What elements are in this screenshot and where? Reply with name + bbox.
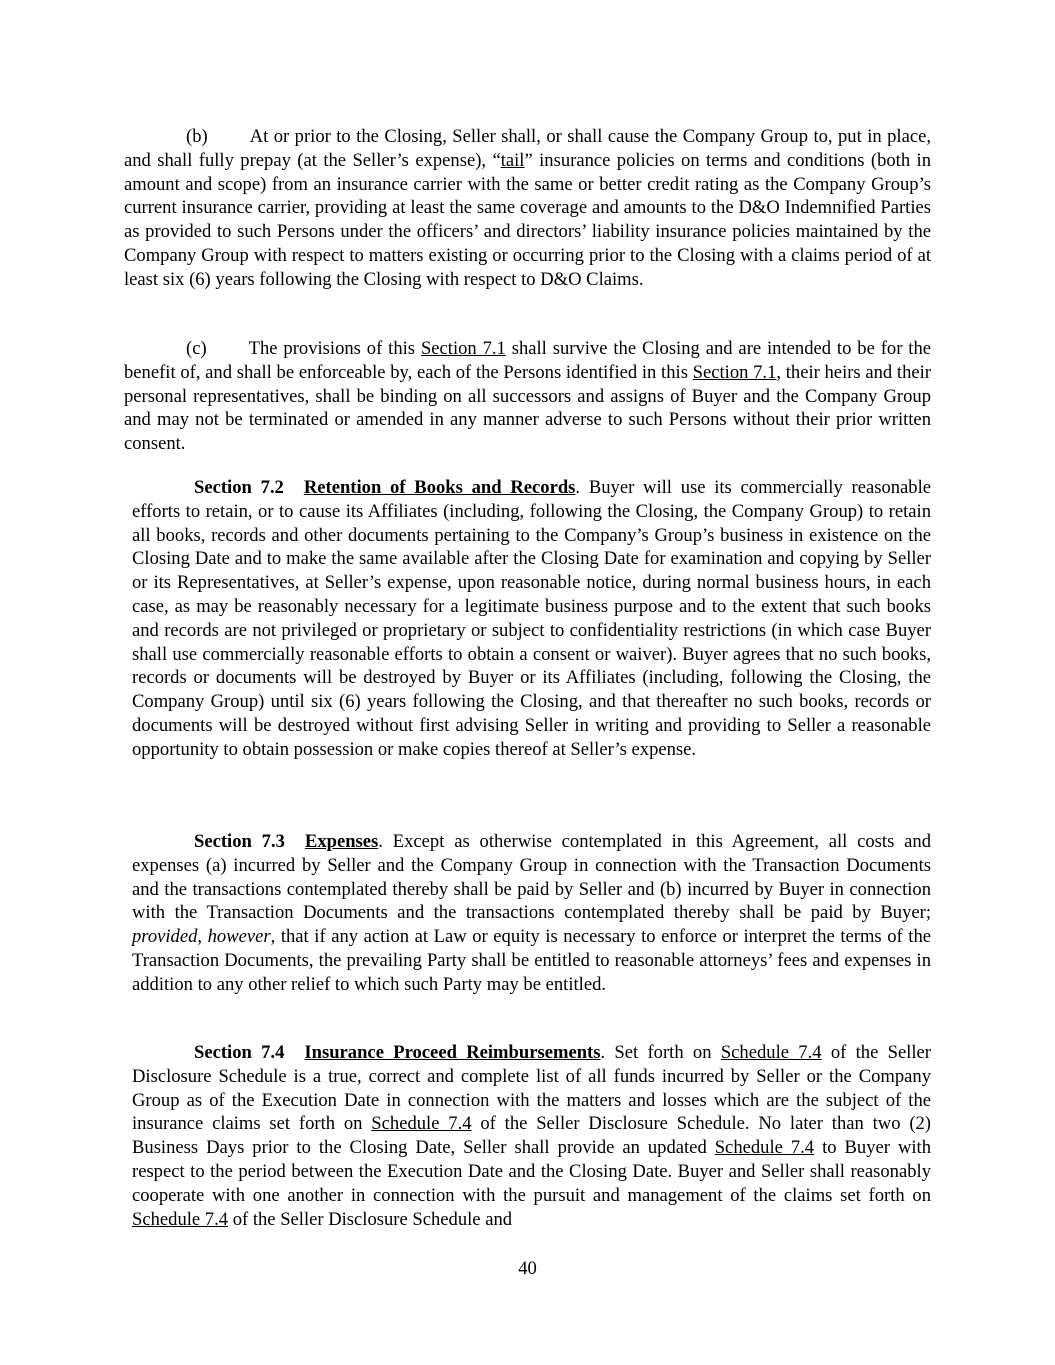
section-7-3-number: Section 7.3 xyxy=(194,831,285,852)
section-7-2 xyxy=(132,476,931,762)
paragraph-c-label: (c) xyxy=(186,338,207,359)
tail-term: tail xyxy=(500,149,525,171)
section-7-4-title: Insurance Proceed Reimbursements xyxy=(304,1042,601,1063)
section-7-3-title: Expenses xyxy=(304,831,379,852)
section-7-3-text-2: , that if any action at Law or equity is necessary to enforce or interpret the terms of the Transaction Documents, the prevailing Party shall be entitled to reasonable attorneys’ fees and expenses in addition to any other relief to which such Party may be entitled. xyxy=(132,926,932,995)
paragraph-c-text-2: shall survive the Closing and are intended to be for the benefit of, and shall be enforceable by, each of the Persons identified in this xyxy=(124,338,931,383)
paragraph-b xyxy=(124,125,931,292)
paragraph-b-text-2: ” insurance policies on terms and conditions (both in amount and scope) from an insurance carrier with the same or better credit rating as the Company Group’s current insurance carrier, providing at least the same coverage and amounts to the D&O Indemnified Parties as provided to such Persons under the officers’ and directors’ liability insurance policies maintained by the Company Group with respect to matters existing or occurring prior to the Closing with a claims period of at least six (6) years following the Closing with respect to D&O Claims. xyxy=(124,149,931,290)
section-7-4-text-2: of the Seller Disclosure Schedule is a true, correct and complete list of all funds incurred by Seller or the Company Group as of the Execution Date in connection with the matters and losses which are the subject of the insurance claims set forth on xyxy=(132,1042,931,1135)
section-7-3 xyxy=(132,830,931,997)
schedule-7-4-reference: Schedule 7.4 xyxy=(132,1208,229,1230)
section-7-3-comma: , xyxy=(197,926,208,948)
paragraph-b-label: (b) xyxy=(186,126,208,147)
schedule-7-4-reference: Schedule 7.4 xyxy=(371,1113,472,1135)
section-7-4-text-5: of the Seller Disclosure Schedule and xyxy=(228,1208,513,1230)
section-7-1-reference: Section 7.1 xyxy=(692,361,777,383)
section-7-4-text-1: . Set forth on xyxy=(600,1042,721,1063)
section-7-4-text-4: to Buyer with respect to the period between the Execution Date and the Closing Date. Buyer and Seller shall reasonably cooperate with one another in connection with the pursuit and management of the claims set forth on xyxy=(132,1137,932,1206)
schedule-7-4-reference: Schedule 7.4 xyxy=(714,1137,815,1159)
paragraph-c-text-3: , their heirs and their personal representatives, shall be binding on all successors and assigns of Buyer and the Company Group and may not be terminated or amended in any manner adverse to such Persons without their prior written consent. xyxy=(124,361,931,455)
section-7-4-number: Section 7.4 xyxy=(194,1042,285,1063)
section-7-4-text-3: of the Seller Disclosure Schedule. No later than two (2) Business Days prior to the Closing Date, Seller shall provide an updated xyxy=(132,1113,932,1159)
paragraph-c-text-1: The provisions of this xyxy=(248,338,421,359)
paragraph-c xyxy=(124,337,931,456)
section-7-2-body: . Buyer will use its commercially reasonable efforts to retain, or to cause its Affiliates (including, following the Closing, the Company Group) to retain all books, records and other documents pertaining to the Company’s Group’s business in existence on the Closing Date and to make the same available after the Closing Date for examination and copying by Seller or its Representatives, at Seller’s expense, upon reasonable notice, during normal business hours, in each case, as may be reasonably necessary for a legitimate business purpose and to the extent that such books and records are not privileged or proprietary or subject to confidentiality restrictions (in which case Buyer shall use commercially reasonable efforts to obtain a consent or waiver). Buyer agrees that no such books, records or documents will be destroyed by Buyer or its Affiliates (including, following the Closing, the Company Group) until six (6) years following the Closing, and that thereafter no such books, records or documents will be destroyed without first advising Seller in writing and providing to Seller a reasonable opportunity to obtain possession or make copies thereof at Seller’s expense. xyxy=(132,477,932,760)
section-7-2-number: Section 7.2 xyxy=(194,477,284,498)
provided-term: provided xyxy=(132,926,198,948)
section-7-4 xyxy=(132,1041,931,1231)
page-number: 40 xyxy=(518,1258,537,1279)
however-term: however xyxy=(207,926,271,948)
section-7-2-title: Retention of Books and Records xyxy=(303,477,576,498)
section-7-3-text-1: . Except as otherwise contemplated in this Agreement, all costs and expenses (a) incurred by Seller and the Company Group in connection with the Transaction Documents and the transactions contemplated thereby shall be paid by Seller and (b) incurred by Buyer in connection with the Transaction Documents and the transactions contemplated thereby shall be paid by Buyer; xyxy=(132,831,931,924)
paragraph-b-text-1: At or prior to the Closing, Seller shall, or shall cause the Company Group to, put in place, and shall fully prepay (at the Seller’s expense), “ xyxy=(124,126,931,171)
schedule-7-4-reference: Schedule 7.4 xyxy=(720,1042,822,1063)
section-7-1-reference: Section 7.1 xyxy=(420,338,506,359)
